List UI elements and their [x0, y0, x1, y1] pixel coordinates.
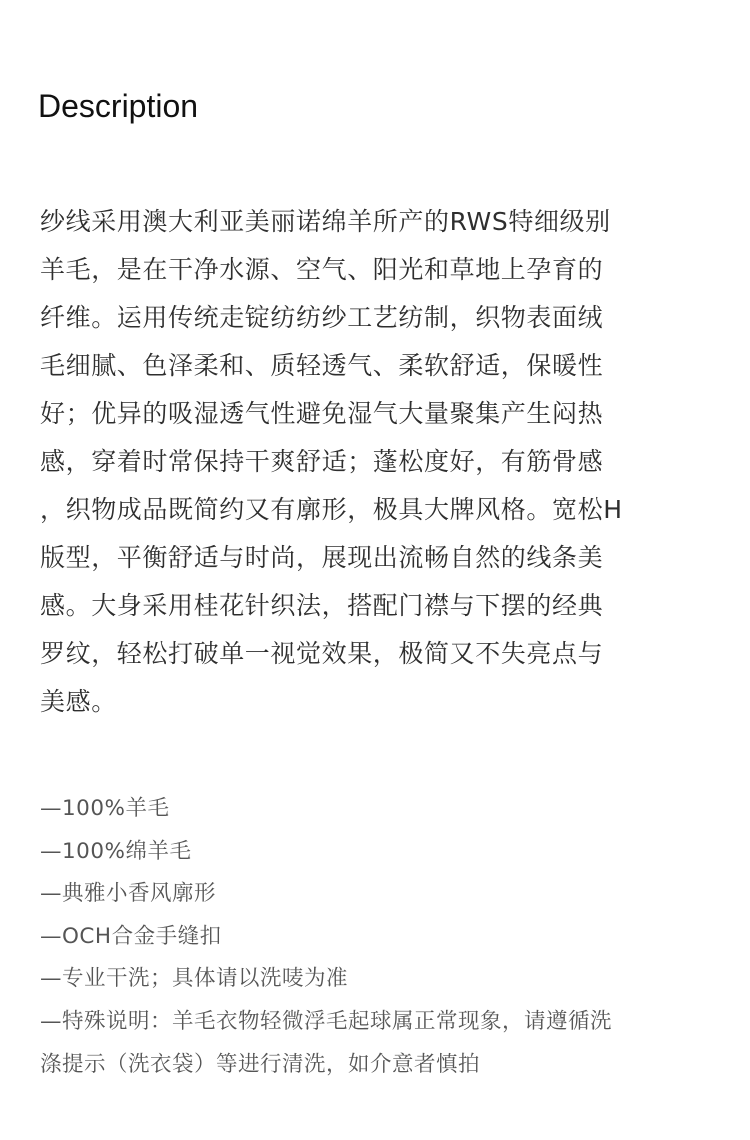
description-line: 纱线采用澳大利亚美丽诺绵羊所产的RWS特细级别 — [40, 207, 611, 236]
description-line: 羊毛，是在干净水源、空气、阳光和草地上孕育的 — [40, 255, 604, 284]
spec-item-material: —100%羊毛 — [40, 796, 170, 821]
spec-item-special-note: —特殊说明：羊毛衣物轻微浮毛起球属正常现象，请遵循洗 — [40, 1008, 613, 1034]
spec-item-silhouette: —典雅小香风廓形 — [40, 881, 217, 907]
description-line: 感。大身采用桂花针织法，搭配门襟与下摆的经典 — [40, 591, 604, 620]
description-line: 美感。 — [40, 687, 117, 716]
description-line: 好；优异的吸湿透气性避免湿气大量聚集产生闷热 — [40, 399, 604, 428]
spec-item-care: —专业干洗；具体请以洗唛为准 — [40, 966, 349, 992]
description-line: 感，穿着时常保持干爽舒适；蓬松度好，有筋骨感 — [40, 447, 604, 476]
description-heading: Description — [38, 88, 199, 124]
spec-item-wool-type: —100%绵羊毛 — [40, 838, 192, 864]
description-line: 纤维。运用传统走锭纺纺纱工艺纺制，织物表面绒 — [40, 303, 604, 332]
description-line: ，织物成品既简约又有廓形，极具大牌风格。宽松H — [40, 495, 623, 524]
description-line: 毛细腻、色泽柔和、质轻透气、柔软舒适，保暖性 — [40, 351, 604, 380]
spec-item-special-note-continued: 涤提示（洗衣袋）等进行清洗，如介意者慎拍 — [40, 1051, 481, 1077]
description-body — [40, 198, 720, 726]
spec-item-buttons: —OCH合金手缝扣 — [40, 923, 222, 949]
product-spec-list — [40, 788, 720, 1086]
description-line: 罗纹，轻松打破单一视觉效果，极简又不失亮点与 — [40, 639, 604, 668]
description-line: 版型，平衡舒适与时尚，展现出流畅自然的线条美 — [40, 543, 604, 572]
